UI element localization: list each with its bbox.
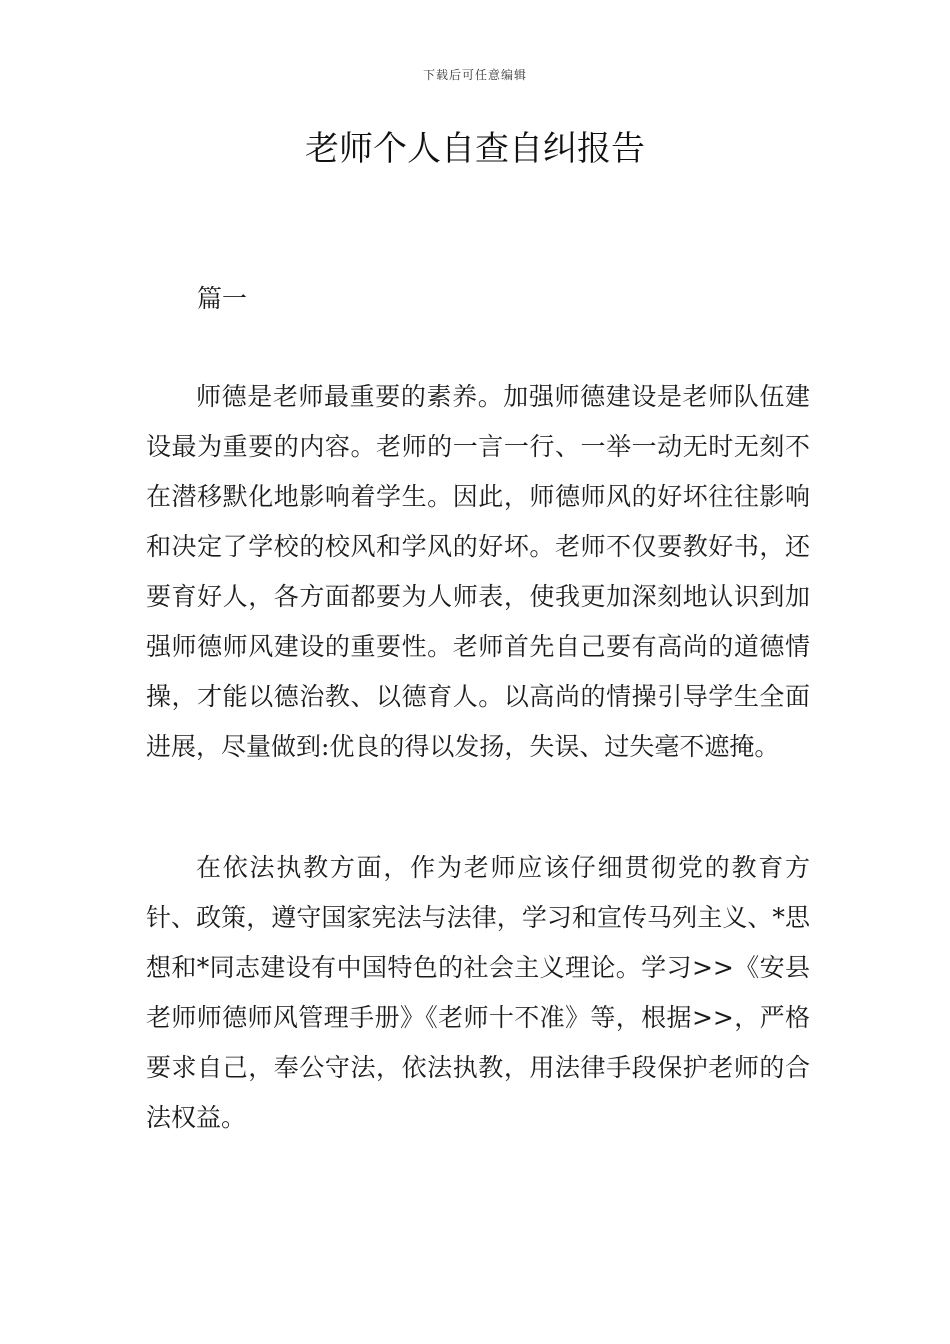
paragraph-1: 师德是老师最重要的素养。加强师德建设是老师队伍建设最为重要的内容。老师的一言一行、一举一动无时无刻不在潜移默化地影响着学生。因此，师德师风的好坏往往影响和决定了学校的校风和学风的好坏。老师不仅要教好书，还要育好人，各方面都要为人师表，使我更加深刻地认识到加强师德师风建设的重要性。老师首先自己要有高尚的道德情操，才能以德治教、以德育人。以高尚的情操引导学生全面进展，尽量做到:优良的得以发扬，失误、过失毫不遮掩。 (146, 382, 810, 761)
section-label: 篇一 (197, 284, 248, 313)
paragraph-2: 在依法执教方面，作为老师应该仔细贯彻党的教育方针、政策，遵守国家宪法与法律，学习和宣传马列主义、*思想和*同志建设有中国特色的社会主义理论。学习>>《安县老师师德师风管理手册》《老师十不准》等，根据>>，严格要求自己，奉公守法，依法执教，用法律手段保护老师的合法权益。 (146, 853, 810, 1132)
document-title: 老师个人自查自纠报告 (305, 129, 645, 169)
header-note: 下载后可任意编辑 (422, 68, 527, 82)
